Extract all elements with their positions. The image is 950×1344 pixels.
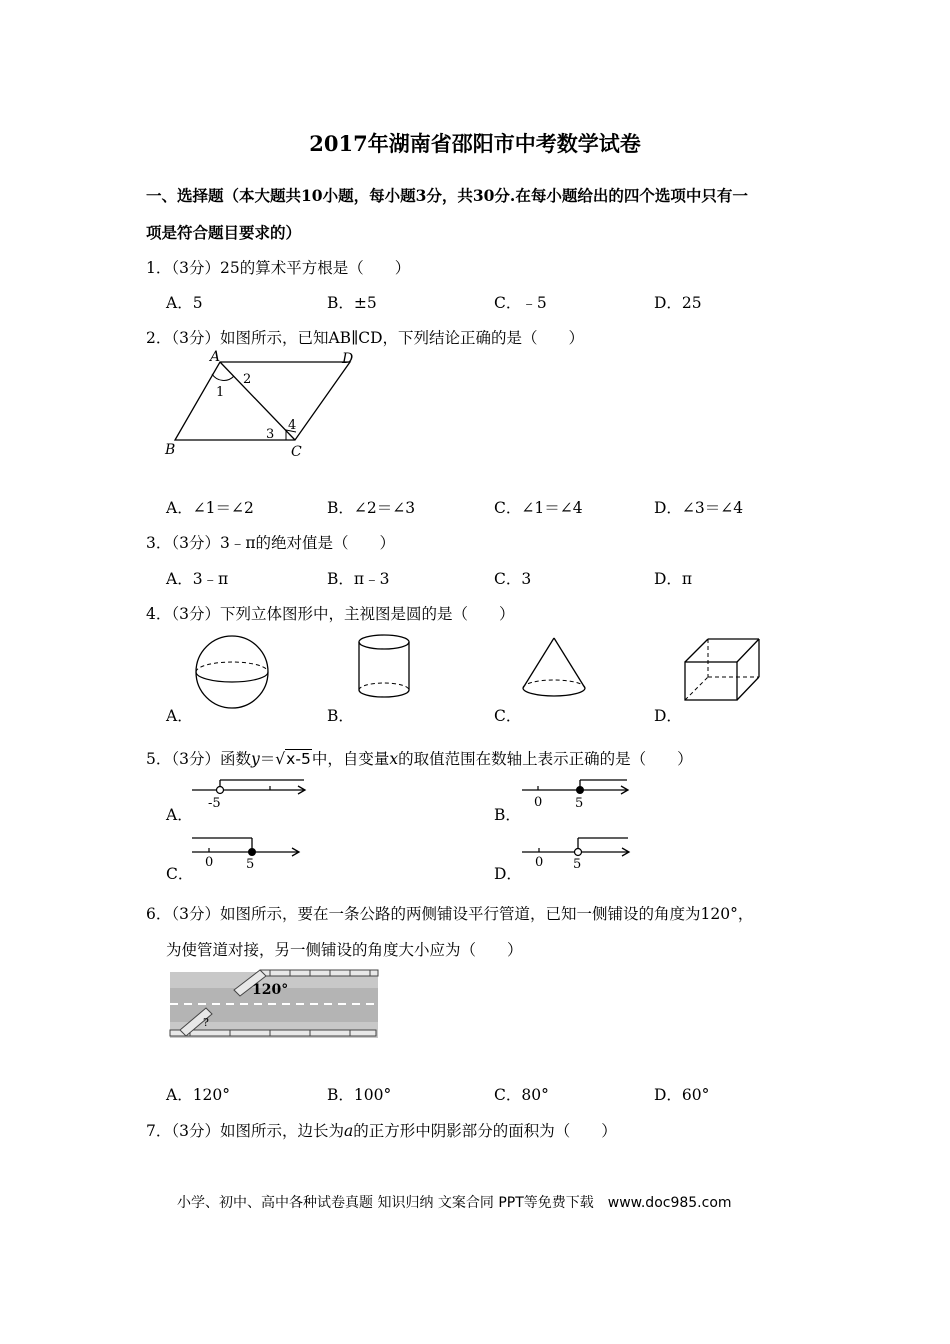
q3-option-d: D．π — [654, 570, 693, 588]
question-text: （3分）如图所示，已知AB∥CD，下列结论正确的是（ ） — [171, 329, 585, 347]
angle-1-label: 1 — [216, 385, 225, 400]
q5-option-d: D． — [494, 865, 522, 883]
q5-option-b: B． — [494, 806, 521, 824]
q1-option-c: C．﹣5 — [494, 294, 547, 312]
q1-option-b: B．±5 — [327, 294, 377, 312]
question-text-line1: （3分）如图所示，要在一条公路的两侧铺设平行管道，已知一侧铺设的角度为120°， — [171, 905, 754, 923]
question-1 — [146, 256, 410, 278]
question-number: 3． — [146, 534, 172, 552]
question-number: 7． — [146, 1122, 172, 1140]
number-line-d — [522, 834, 637, 872]
question-text-before: （3分）如图所示，边长为 — [171, 1122, 344, 1140]
q2-option-a: A．∠1＝∠2 — [166, 499, 254, 517]
q3-option-c: C．3 — [494, 570, 532, 588]
q2-option-c: C．∠1＝∠4 — [494, 499, 583, 517]
road-pipeline-figure — [170, 966, 378, 1042]
question-text-after: 中，自变量 — [311, 750, 390, 768]
question-text: （3分）3﹣π的绝对值是（ ） — [171, 534, 396, 552]
equals: ＝ — [259, 750, 276, 768]
sqrt-expression: √x-5 — [275, 750, 311, 768]
question-6 — [146, 902, 753, 924]
question-number: 6． — [146, 905, 172, 923]
question-4 — [146, 602, 515, 624]
cylinder-figure — [355, 632, 415, 702]
page-title: 2017年湖南省邵阳市中考数学试卷 — [309, 131, 641, 156]
q5-option-c: C． — [166, 865, 194, 883]
q1-option-d: D．25 — [654, 294, 702, 312]
tick-label-5: 5 — [246, 857, 255, 872]
cube-figure — [682, 634, 762, 704]
number-line-b — [522, 776, 637, 810]
question-number: 1． — [146, 259, 172, 277]
question-text-end: 的取值范围在数轴上表示正确的是（ ） — [398, 750, 693, 768]
tick-label-0: 0 — [205, 855, 214, 870]
tick-label-0: 0 — [535, 855, 544, 870]
angle-2-label: 2 — [243, 372, 252, 387]
q3-option-b: B．π﹣3 — [327, 570, 390, 588]
question-text: （3分）25的算术平方根是（ ） — [171, 259, 411, 277]
q6-option-b: B．100° — [327, 1086, 392, 1104]
angle-4-label: 4 — [288, 418, 297, 433]
q6-option-a: A．120° — [166, 1086, 231, 1104]
label-b: B — [165, 442, 176, 458]
question-text-before: （3分）函数 — [171, 750, 251, 768]
question-6-line2: 为使管道对接，另一侧铺设的角度大小应为（ ） — [166, 941, 523, 959]
q3-option-a: A．3﹣π — [166, 570, 229, 588]
q4-option-c: C． — [494, 707, 522, 725]
tick-label-minus5: -5 — [208, 796, 221, 811]
var-y: y — [251, 750, 260, 768]
q4-option-d: D． — [654, 707, 682, 725]
q2-parallelogram-figure — [160, 349, 370, 464]
footer-text: 小学、初中、高中各种试卷真题 知识归纳 文案合同 PPT等免费下载 www.doc985.com — [177, 1195, 732, 1211]
question-text: （3分）下列立体图形中，主视图是圆的是（ ） — [171, 605, 515, 623]
var-x: x — [389, 750, 399, 768]
q2-option-d: D．∠3＝∠4 — [654, 499, 744, 517]
q4-option-a: A． — [166, 707, 193, 725]
q2-option-b: B．∠2＝∠3 — [327, 499, 416, 517]
q6-option-c: C．80° — [494, 1086, 549, 1104]
q4-option-b: B． — [327, 707, 354, 725]
question-number: 2． — [146, 329, 172, 347]
var-a: a — [344, 1122, 354, 1140]
number-line-c — [192, 834, 307, 872]
sphere-figure — [193, 634, 273, 712]
question-number: 4． — [146, 605, 172, 623]
angle-3-label: 3 — [266, 427, 275, 442]
question-number: 5． — [146, 750, 172, 768]
question-5 — [146, 747, 693, 769]
section-header-line1: 一、选择题（本大题共10小题，每小题3分，共30分.在每小题给出的四个选项中只有一 — [146, 186, 748, 205]
angle-120-label: 120° — [252, 982, 289, 998]
q1-option-a: A．5 — [166, 294, 203, 312]
question-2 — [146, 326, 584, 348]
q5-option-a: A． — [166, 806, 193, 824]
cone-figure — [518, 636, 590, 702]
section-header-line2: 项是符合题目要求的） — [146, 223, 302, 242]
question-3 — [146, 531, 395, 553]
number-line-a — [192, 776, 312, 810]
tick-label-0: 0 — [534, 795, 543, 810]
label-c: C — [291, 444, 302, 460]
unknown-angle-label: ? — [203, 1016, 209, 1029]
radicand: x-5 — [286, 750, 311, 768]
question-text-after: 的正方形中阴影部分的面积为（ ） — [353, 1122, 617, 1140]
q6-option-d: D．60° — [654, 1086, 710, 1104]
tick-label-5: 5 — [575, 796, 584, 811]
label-d: D — [342, 351, 354, 367]
tick-label-5: 5 — [573, 857, 582, 872]
label-a: A — [210, 349, 221, 365]
question-7 — [146, 1119, 617, 1141]
